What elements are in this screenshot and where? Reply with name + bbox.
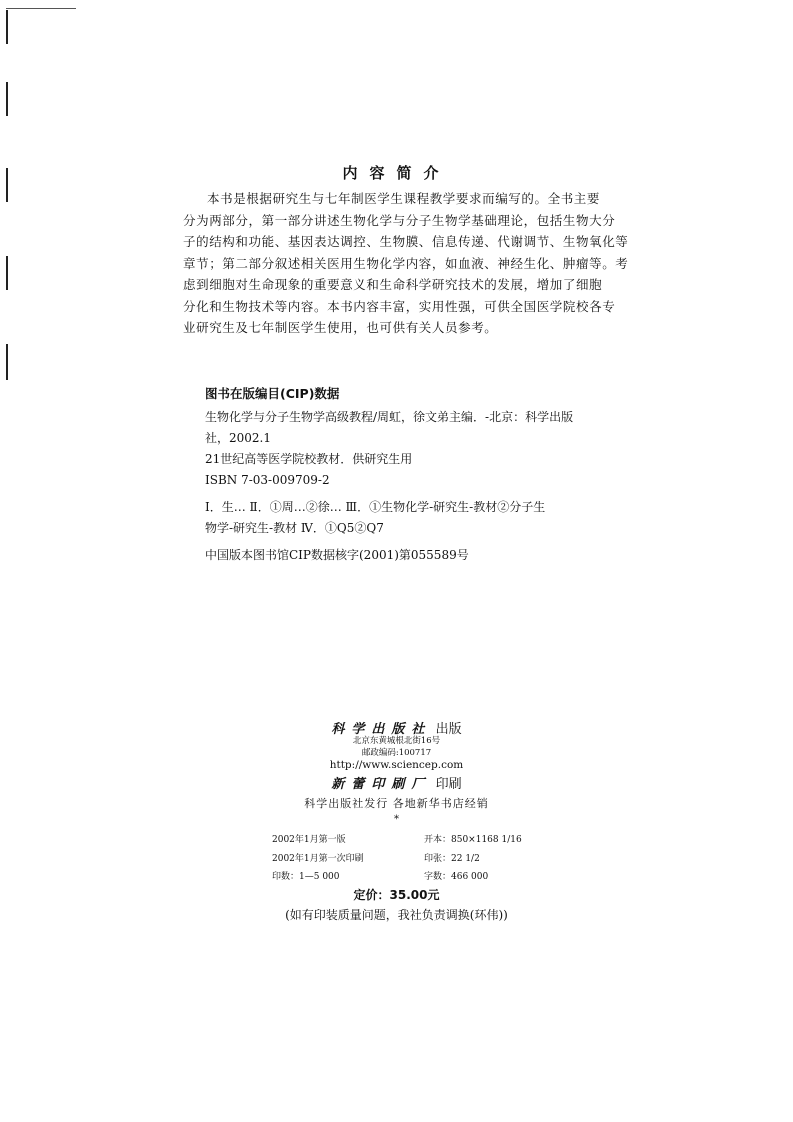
quality-note: (如有印装质量问题，我社负责调换(环伟)) (285, 908, 508, 922)
spec-copies: 印数：1—5 000 (272, 872, 340, 882)
distribution-line: 科学出版社发行 各地新华书店经销 (304, 797, 489, 810)
publisher-postcode: 邮政编码:100717 (361, 748, 432, 758)
summary-line: 业研究生及七年制医学生使用，也可供有关人员参考。 (183, 320, 498, 335)
cip-line: ISBN 7-03-009709-2 (205, 473, 330, 487)
cip-line: 社，2002.1 (205, 431, 271, 445)
summary-line: 章节；第二部分叙述相关医用生物化学内容，如血液、神经生化、肿瘤等。考 (183, 255, 629, 271)
cip-line: 物学-研究生-教材 Ⅳ．①Q5②Q7 (205, 521, 384, 535)
scan-border-line (6, 8, 76, 9)
spec-sheets: 印张：22 1/2 (424, 854, 480, 864)
cip-line: 21世纪高等医学院校教材．供研究生用 (205, 452, 413, 466)
publisher-role: 出版 (435, 722, 462, 737)
summary-line: 子的结构和功能、基因表达调控、生物膜、信息传递、代谢调节、生物氧化等 (183, 234, 629, 249)
spec-format: 开本：850×1168 1/16 (424, 835, 522, 845)
publisher-address: 北京东黄城根北街16号 (352, 736, 441, 746)
cip-block (205, 407, 635, 566)
spec-edition: 2002年1月第一版 (272, 835, 346, 845)
scan-artifact-mark (6, 10, 8, 44)
printer-name: 新蕾印刷厂 (331, 777, 432, 792)
spec-printing: 2002年1月第一次印刷 (272, 854, 364, 864)
separator-star: * (394, 814, 399, 825)
publisher-url: http://www.sciencep.com (329, 759, 464, 771)
cip-line: 中国版本图书馆CIP数据核字(2001)第055589号 (205, 548, 469, 562)
scan-artifact-mark (6, 82, 8, 116)
summary-line: 虑到细胞对生命现象的重要意义和生命科学研究技术的发展，增加了细胞 (183, 277, 603, 292)
printer-line (0, 773, 793, 792)
page-title: 内容简介 (342, 164, 451, 182)
cip-line: Ⅰ．生… Ⅱ．①周…②徐… Ⅲ．①生物化学-研究生-教材②分子生 (205, 500, 546, 514)
summary-paragraph (183, 188, 633, 339)
summary-line: 分化和生物技术等内容。本书内容丰富，实用性强，可供全国医学院校各专 (183, 298, 616, 314)
price: 定价：35.00元 (353, 888, 440, 902)
scan-artifact-mark (6, 344, 8, 380)
cip-heading: 图书在版编目(CIP)数据 (205, 386, 340, 401)
publisher-name: 科学出版社 (331, 722, 432, 737)
scan-artifact-mark (6, 256, 8, 290)
printer-role: 印刷 (435, 777, 462, 792)
cip-line: 生物化学与分子生物学高级教程/周虹，徐文弟主编．-北京：科学出版 (205, 410, 574, 424)
spec-words: 字数：466 000 (424, 872, 489, 882)
summary-line: 本书是根据研究生与七年制医学生课程教学要求而编写的。全书主要 (207, 191, 601, 206)
summary-line: 分为两部分，第一部分讲述生物化学与分子生物学基础理论，包括生物大分 (183, 212, 616, 228)
